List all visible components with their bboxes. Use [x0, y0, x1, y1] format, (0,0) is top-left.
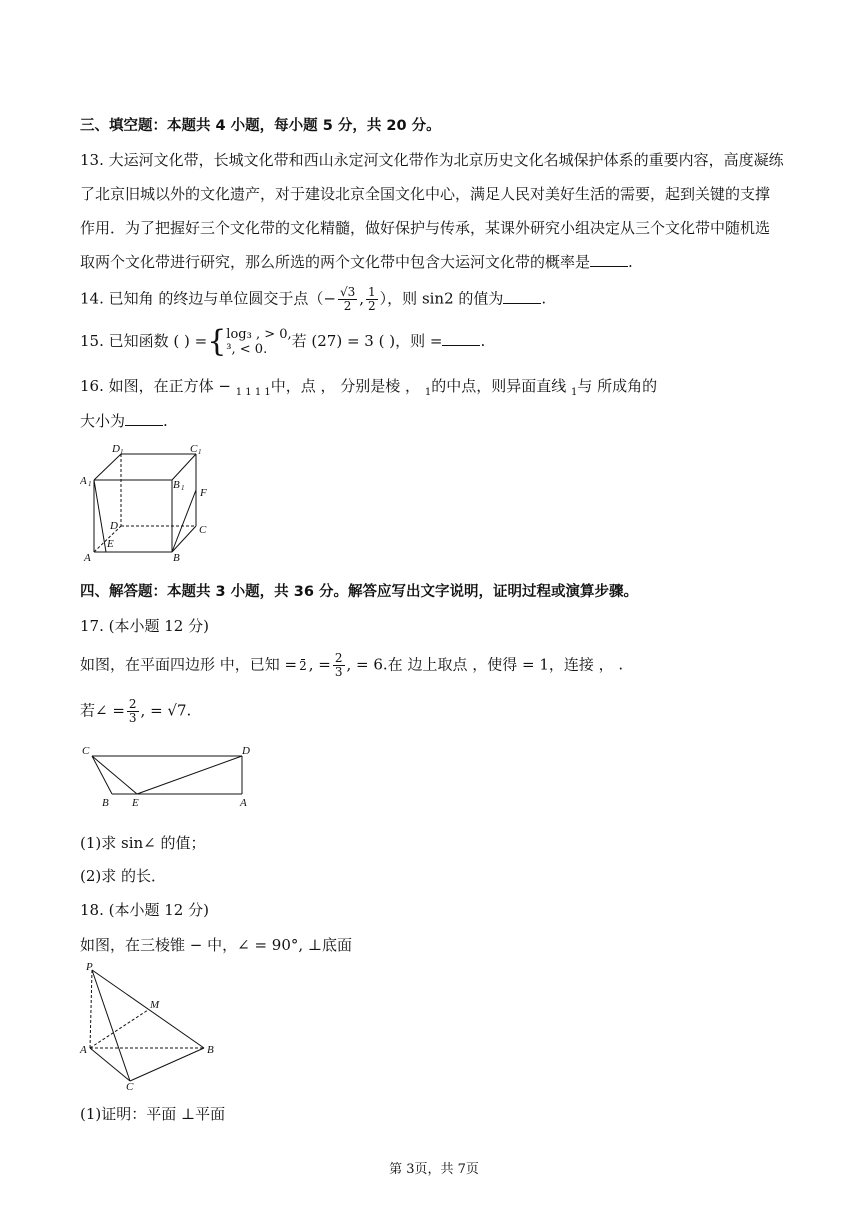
- edge-pb: [92, 970, 204, 1048]
- q16-text-c: 的中点，则异面直线: [431, 377, 567, 395]
- label-a1: A: [80, 475, 87, 487]
- label-p: P: [86, 961, 93, 973]
- label-d: D: [242, 745, 250, 757]
- label-a: A: [240, 797, 247, 809]
- q17-part-1: (1)求 sin∠ 的值；: [80, 834, 206, 852]
- cube-figure: [80, 440, 220, 565]
- q17-text-c: , = 6.在 边上取点 ，使得 = 1，连接 ， .: [346, 655, 624, 674]
- label-a: A: [84, 552, 91, 564]
- q17-f2-denominator: 3: [334, 665, 343, 679]
- q13-line-4: [80, 251, 633, 272]
- edge-pa: [90, 970, 92, 1048]
- edge-cb: [130, 1048, 204, 1081]
- q15-line: [80, 324, 486, 359]
- q17-part-2: (2)求 的长．: [80, 867, 167, 885]
- q17-f2-numerator: 2: [334, 651, 343, 665]
- answer-blank: [442, 331, 480, 346]
- q17-text-e: , = √7.: [140, 701, 192, 720]
- q16-subscripts: 1 1 1 1: [235, 387, 271, 398]
- q17-f3-denominator: 3: [128, 711, 137, 725]
- label-b: B: [102, 797, 109, 809]
- q14-frac1-denominator: 2: [343, 299, 352, 313]
- q15-mid: 若 (27) = 3 ( )，则 =: [291, 332, 443, 350]
- q17-fraction-1: [299, 659, 307, 673]
- pyramid-figure: [78, 960, 228, 1090]
- q14-frac2-denominator: 2: [368, 299, 376, 313]
- segment-ce: [92, 756, 137, 794]
- piecewise-case-2: ³, < 0.: [226, 342, 268, 357]
- side-bc: [92, 756, 112, 794]
- label-c1: C: [190, 443, 198, 455]
- segment-am: [90, 1010, 148, 1048]
- q17-text-a: 如图，在平面四边形 中，已知 =: [80, 655, 298, 674]
- q14-fraction-2: [366, 286, 378, 313]
- q18-head: 18. (本小题 12 分): [80, 901, 209, 919]
- q14-fraction-1: [338, 286, 357, 313]
- label-d1-sub: 1: [120, 448, 124, 456]
- label-d1: D: [112, 443, 120, 455]
- label-m: M: [150, 999, 160, 1011]
- q16-line-1: [80, 375, 657, 398]
- q17-head: 17. (本小题 12 分): [80, 617, 209, 635]
- q17-line-1: [80, 652, 623, 679]
- q16-end: .: [163, 412, 168, 430]
- section-4-title: 四、解答题：本题共 3 小题，共 36 分。解答应写出文字说明，证明过程或演算步骤。: [80, 584, 638, 600]
- q14-comma: ,: [359, 289, 365, 308]
- label-b1-sub: 1: [181, 484, 185, 492]
- label-b: B: [173, 552, 180, 564]
- quadrilateral-figure: [80, 738, 260, 810]
- q14-frac1-numerator: √3: [339, 285, 356, 299]
- q17-f3-numerator: 2: [128, 697, 137, 711]
- q13-line-3: 作用．为了把握好三个文化带的文化精髓，做好保护与传承，某课外研究小组决定从三个文化带中随机选: [80, 219, 771, 237]
- piecewise-case-1: log₃ , > 0,: [226, 327, 292, 342]
- answer-blank: [125, 411, 163, 426]
- q16-text-d: 与 所成角的: [577, 377, 658, 395]
- section-3-title: 三、填空题：本题共 4 小题，每小题 5 分，共 20 分。: [80, 118, 441, 134]
- q18-part-1: (1)证明：平面 ⊥平面: [80, 1105, 226, 1123]
- q17-text-d: 若∠ =: [80, 701, 125, 720]
- piecewise-cases: [226, 327, 291, 357]
- label-e: E: [107, 538, 114, 550]
- answer-blank: [590, 252, 628, 267]
- q14-line: [80, 286, 546, 313]
- q17-f1-denominator: 2: [299, 658, 307, 673]
- cube-edge: [94, 454, 121, 480]
- q16-line-2: [80, 410, 168, 431]
- q15-before: 15. 已知函数 ( ) =: [80, 332, 208, 350]
- piecewise-brace: {: [207, 324, 227, 359]
- label-a1-sub: 1: [88, 480, 92, 488]
- q13-end: .: [628, 253, 633, 271]
- segment-a1e: [94, 480, 106, 552]
- segment-ed: [137, 756, 242, 794]
- page-footer: 第 3页，共 7页: [389, 1162, 479, 1177]
- q13-line-1: 13. 大运河文化带，长城文化带和西山永定河文化带作为北京历史文化名城保护体系的重要内容，高度凝练: [80, 151, 784, 169]
- q16-subscript-3: 1: [571, 387, 578, 398]
- label-c: C: [82, 745, 90, 757]
- q16-subscript-2: 1: [424, 387, 432, 398]
- q17-line-2: [80, 698, 191, 725]
- label-a: A: [80, 1044, 87, 1056]
- q14-after: ），则 sin2 的值为: [379, 289, 504, 308]
- label-b1: B: [173, 479, 180, 491]
- q18-line-1: 如图，在三棱锥 − 中，∠ = 90°, ⊥底面: [80, 936, 353, 954]
- q17-text-b: , =: [308, 655, 331, 674]
- q15-end: .: [480, 332, 486, 350]
- label-c: C: [126, 1081, 134, 1090]
- answer-blank: [503, 289, 541, 304]
- q14-end: .: [541, 289, 547, 308]
- q16-text-a: 16. 如图，在正方体 −: [80, 377, 231, 395]
- label-e: E: [132, 797, 139, 809]
- label-b: B: [207, 1044, 214, 1056]
- q13-line-4-text: 取两个文化带进行研究，那么所选的两个文化带中包含大运河文化带的概率是: [80, 253, 591, 271]
- label-c: C: [199, 524, 207, 536]
- cube-edge: [172, 526, 196, 552]
- cube-edge: [172, 454, 196, 480]
- q16-text-b: 中，点 ， 分别是棱 ，: [270, 377, 421, 395]
- q16-line-2-text: 大小为: [80, 412, 126, 430]
- q17-fraction-2: [333, 652, 345, 679]
- q17-fraction-3: [127, 698, 139, 725]
- label-f: F: [200, 487, 207, 499]
- q14-before: 14. 已知角 的终边与单位圆交于点（−: [80, 289, 336, 308]
- q13-line-2: 了北京旧城以外的文化遗产，对于建设北京全国文化中心，满足人民对美好生活的需要，起到关键的支撑: [80, 185, 771, 203]
- label-d: D: [110, 520, 118, 532]
- label-c1-sub: 1: [198, 448, 202, 456]
- q14-frac2-numerator: 1: [368, 285, 376, 299]
- segment-bf: [172, 490, 196, 552]
